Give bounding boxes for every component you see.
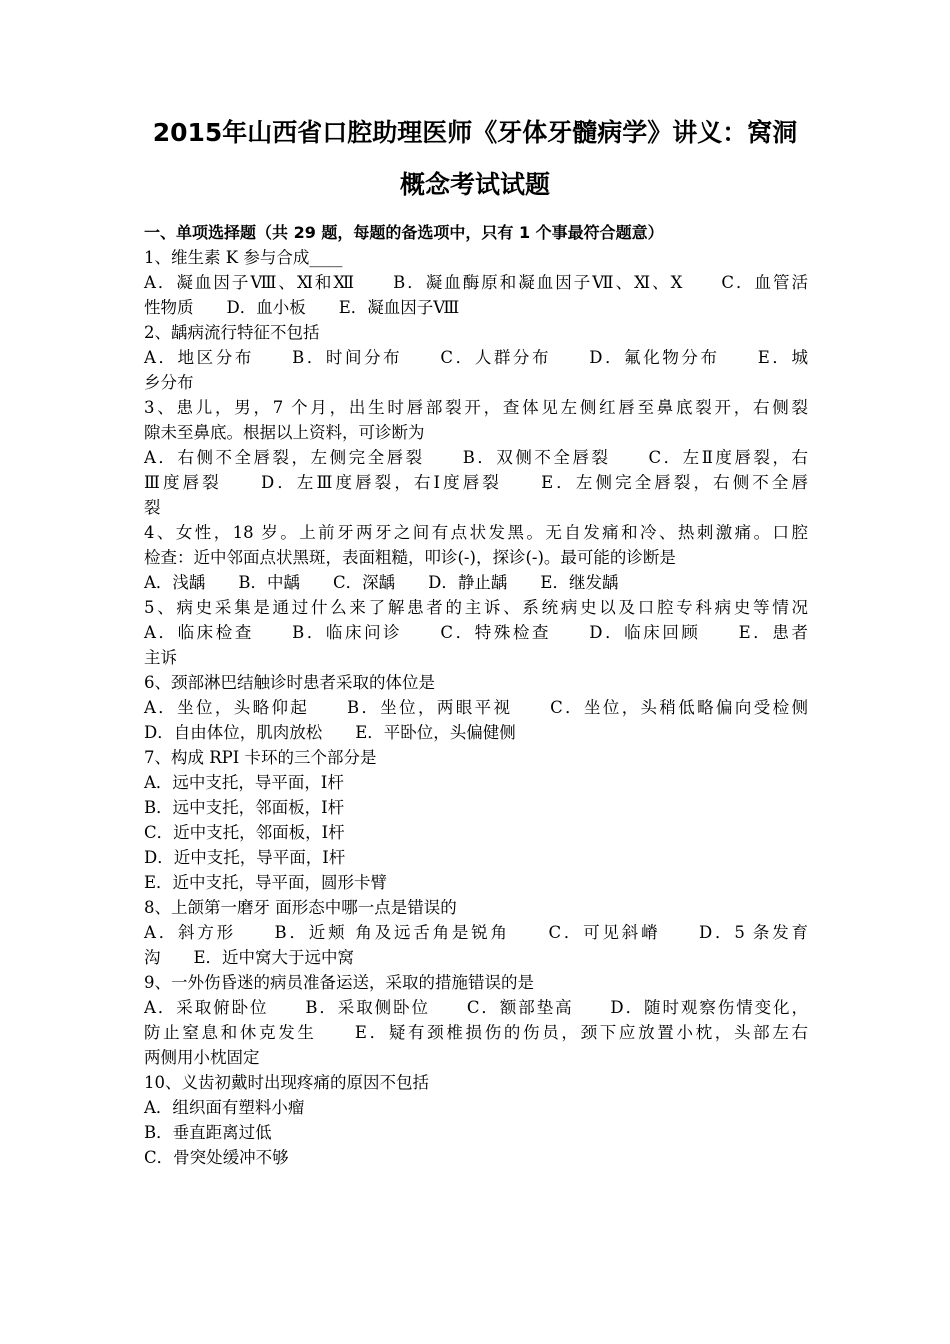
text-line: A．临床检查 B．临床问诊 C．特殊检查 D．临床回顾 E．患者 [144,623,808,642]
text-line: 裂 [144,498,161,517]
text-line: 主诉 [144,648,177,667]
text-line: A．组织面有塑料小瘤 [144,1098,305,1117]
text-line: 沟 E．近中窝大于远中窝 [144,948,355,967]
text-line: 7、构成 RPI 卡环的三个部分是 [144,748,377,767]
text-line: 5、病史采集是通过什么来了解患者的主诉、系统病史以及口腔专科病史等情况 [144,598,808,617]
text-line: 性物质 D．血小板 E．凝血因子Ⅷ [144,298,460,317]
text-line: 9、一外伤昏迷的病员准备运送，采取的措施错误的是 [144,973,534,992]
text-line: 2、龋病流行特征不包括 [144,323,320,342]
text-line: C．近中支托，邻面板，Ⅰ杆 [144,823,345,842]
text-line: D．自由体位，肌肉放松 E．平卧位，头偏健侧 [144,723,516,742]
text-line: A．浅龋 B．中龋 C．深龋 D．静止龋 E．继发龋 [144,573,619,592]
text-line: 6、颈部淋巴结触诊时患者采取的体位是 [144,673,435,692]
document-title-line-1: 2015年山西省口腔助理医师《牙体牙髓病学》讲义：窝洞 [152,118,798,147]
text-line: A．凝血因子Ⅷ、Ⅺ和Ⅻ B．凝血酶原和凝血因子Ⅶ、Ⅺ、Ⅹ C．血管活 [144,273,808,292]
text-line: 3、患儿，男，7 个月，出生时唇部裂开，查体见左侧红唇至鼻底裂开，右侧裂 [144,398,808,417]
text-line: 隙未至鼻底。根据以上资料，可诊断为 [144,423,425,442]
text-line: A．右侧不全唇裂，左侧完全唇裂 B．双侧不全唇裂 C．左Ⅱ度唇裂，右 [144,448,808,467]
text-line: Ⅲ度唇裂 D．左Ⅲ度唇裂，右Ⅰ度唇裂 E．左侧完全唇裂，右侧不全唇 [144,473,808,492]
text-line: 检查：近中邻面点状黑斑，表面粗糙，叩诊(-)，探诊(-)。最可能的诊断是 [144,548,676,567]
text-line: A．远中支托，导平面，Ⅰ杆 [144,773,344,792]
text-line: A．地区分布 B．时间分布 C．人群分布 D．氟化物分布 E．城 [144,348,808,367]
text-line: E．近中支托，导平面，圆形卡臂 [144,873,388,892]
text-line: A．坐位，头略仰起 B．坐位，两眼平视 C．坐位，头稍低略偏向受检侧 [144,698,808,717]
text-line: 10、义齿初戴时出现疼痛的原因不包括 [144,1073,429,1092]
document-title-line-2: 概念考试试题 [399,170,550,199]
text-line: D．近中支托，导平面，Ⅰ杆 [144,848,346,867]
text-line: A．采取俯卧位 B．采取侧卧位 C．额部垫高 D．随时观察伤情变化， [144,998,808,1017]
section-heading: 一、单项选择题（共 29 题，每题的备选项中，只有 1 个事最符合题意） [144,223,664,242]
text-line: 乡分布 [144,373,194,392]
text-line: 1、维生素 K 参与合成____ [144,248,343,267]
text-line: 两侧用小枕固定 [144,1048,260,1067]
document-body [144,220,808,1170]
text-line: B．垂直距离过低 [144,1123,272,1142]
text-line: B．远中支托，邻面板，Ⅰ杆 [144,798,345,817]
text-line: 8、上颌第一磨牙 面形态中哪一点是错误的 [144,898,457,917]
text-line: 防止窒息和休克发生 E．疑有颈椎损伤的伤员，颈下应放置小枕，头部左右 [144,1023,808,1042]
text-line: C．骨突处缓冲不够 [144,1148,289,1167]
text-line: 4、女性，18 岁。上前牙两牙之间有点状发黑。无自发痛和冷、热刺激痛。口腔 [144,523,808,542]
text-line: A．斜方形 B．近颊 角及远舌角是锐角 C．可见斜嵴 D．5 条发育 [144,923,808,942]
